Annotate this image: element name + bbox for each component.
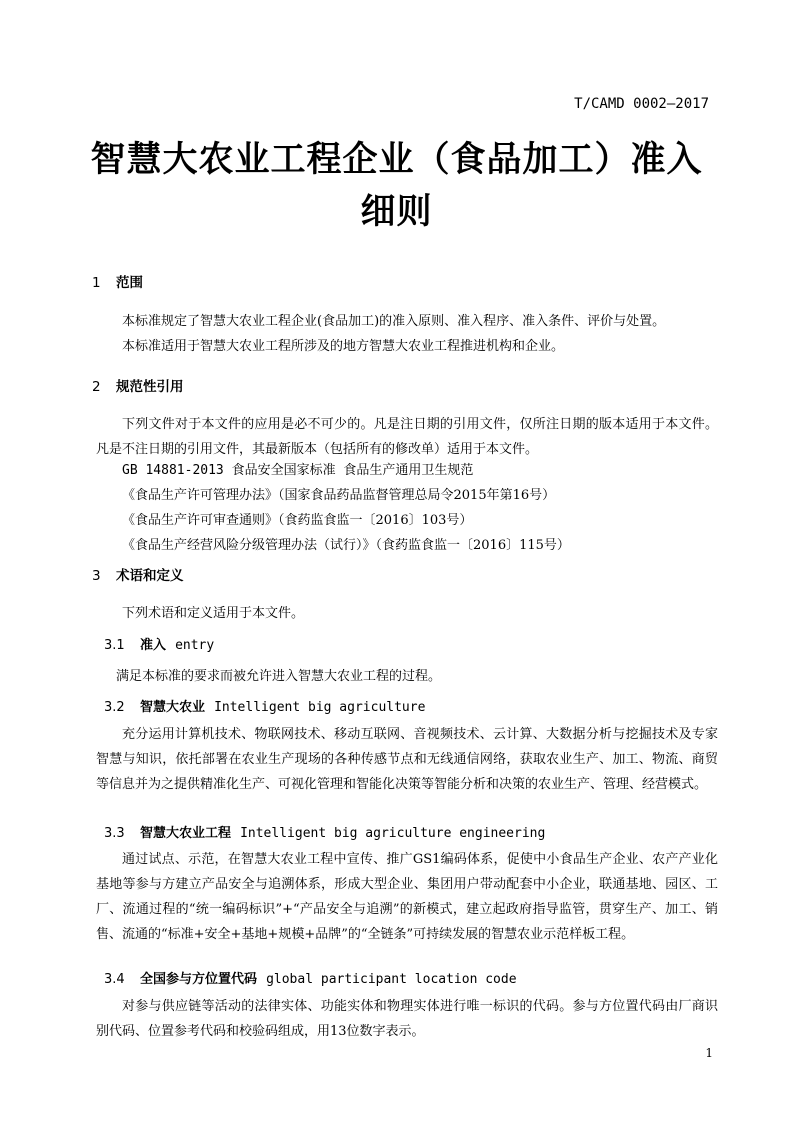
section-number: 3	[92, 568, 101, 584]
term-cn: 智慧大农业工程	[140, 826, 232, 841]
section-number: 2	[92, 379, 101, 395]
paragraph: 充分运用计算机技术、物联网技术、移动互联网、音视频技术、云计算、大数据分析与挖掘技术及专家智慧与知识，依托部署在农业生产现场的各种传感节点和无线通信网络，获取农业生产、加工、物流、商贸等信息并为之提供精准化生产、可视化管理和智能化决策等智能分析和决策的农业生产、管理、经营模式。	[96, 727, 718, 792]
term-heading-3-4	[104, 968, 517, 987]
term-definition: 满足本标准的要求而被允许进入智慧大农业工程的过程。	[116, 669, 442, 684]
section-1-body	[96, 309, 718, 359]
term-heading-3-3	[104, 822, 545, 841]
section-heading-3	[92, 564, 184, 584]
paragraph: 下列文件对于本文件的应用是必不可少的。凡是注日期的引用文件，仅所注日期的版本适用于本文件。凡是不注日期的引用文件，其最新版本（包括所有的修改单）适用于本文件。	[96, 417, 718, 457]
term-cn: 准入	[140, 638, 167, 653]
term-number: 3.2	[104, 700, 125, 715]
section-title: 术语和定义	[116, 568, 184, 584]
section-number: 1	[92, 275, 101, 291]
term-heading-3-1	[104, 634, 214, 653]
term-definition	[96, 847, 718, 947]
reference-item: 《食品生产许可审查通则》（食药监食监一〔2016〕103号）	[122, 513, 473, 528]
reference-item: GB 14881-2013 食品安全国家标准 食品生产通用卫生规范	[122, 463, 474, 478]
paragraph: 本标准适用于智慧大农业工程所涉及的地方智慧大农业工程推进机构和企业。	[122, 339, 565, 354]
section-heading-1	[92, 271, 143, 291]
section-3-intro: 下列术语和定义适用于本文件。	[122, 606, 305, 621]
term-number: 3.4	[104, 972, 125, 987]
reference-item: 《食品生产经营风险分级管理办法（试行）》（食药监食监一〔2016〕115号）	[122, 538, 570, 553]
term-cn: 全国参与方位置代码	[140, 972, 258, 987]
document-title-line2: 细则	[360, 192, 433, 232]
section-heading-2	[92, 375, 184, 395]
section-title: 范围	[116, 275, 143, 291]
term-en: entry	[175, 638, 215, 653]
page-number: 1	[705, 1046, 713, 1060]
term-en: global participant location code	[266, 972, 517, 987]
term-en: Intelligent big agriculture engineering	[240, 826, 546, 841]
standard-number: T/CAMD 0002—2017	[574, 96, 709, 112]
document-title-line1: 智慧大农业工程企业（食品加工）准入	[90, 140, 703, 180]
paragraph: 本标准规定了智慧大农业工程企业(食品加工)的准入原则、准入程序、准入条件、评价与处置。	[122, 314, 666, 329]
term-heading-3-2	[104, 696, 425, 715]
reference-item: 《食品生产许可管理办法》（国家食品药品监督管理总局令2015年第16号）	[122, 488, 556, 503]
paragraph: 通过试点、示范，在智慧大农业工程中宣传、推广GS1编码体系，促使中小食品生产企业、农产产业化基地等参与方建立产品安全与追溯体系，形成大型企业、集团用户带动配套中小企业，联通基地、园区、工厂、流通过程的“统一编码标识”+“产品安全与追溯”的新模式，建立起政府指导监管，贯穿生产、加工、销售、流通的“标准+安全+基地+规模+品牌”的“全链条”可持续发展的智慧农业示范样板工程。	[96, 852, 718, 942]
term-definition	[96, 722, 718, 797]
paragraph: 对参与供应链等活动的法律实体、功能实体和物理实体进行唯一标识的代码。参与方位置代码由厂商识别代码、位置参考代码和校验码组成，用13位数字表示。	[96, 999, 718, 1039]
term-number: 3.1	[104, 638, 125, 653]
section-2-body	[96, 412, 718, 462]
term-number: 3.3	[104, 826, 125, 841]
term-en: Intelligent big agriculture	[214, 700, 426, 715]
term-definition	[96, 994, 718, 1044]
term-cn: 智慧大农业	[140, 700, 206, 715]
section-title: 规范性引用	[116, 379, 184, 395]
